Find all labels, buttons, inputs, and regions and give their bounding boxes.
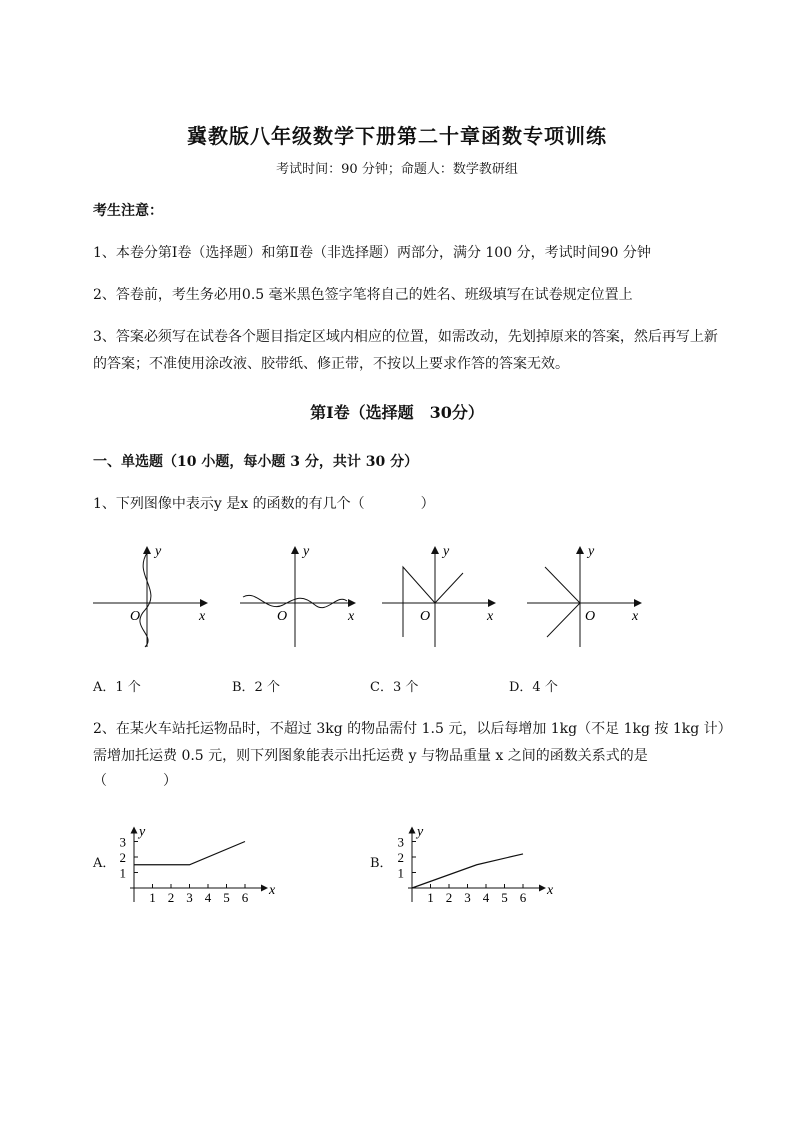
- notice-item-3-cont: 的答案；不准使用涂改液、胶带纸、修正带，不按以上要求作答的答案无效。: [93, 356, 569, 372]
- q2-option-b[interactable]: B．: [370, 856, 393, 871]
- q1-g1-y-label: y: [155, 544, 162, 559]
- x-tick-label: 4: [204, 890, 212, 905]
- q1-g3-x-label: x: [487, 609, 494, 624]
- y-axis-label: y: [417, 824, 424, 840]
- y-tick-label: 1: [119, 865, 126, 881]
- q1-option-d[interactable]: D．4 个: [509, 680, 558, 695]
- q1-graphs: [85, 535, 655, 660]
- q1-option-a[interactable]: A．1 个: [93, 680, 141, 695]
- q2-option-a[interactable]: A．: [93, 856, 116, 871]
- q1-g1-origin: O: [130, 609, 141, 624]
- exam-info: 考试时间：90 分钟；命题人：数学教研组: [276, 162, 518, 177]
- x-tick-label: 3: [186, 890, 193, 905]
- q1-graph-4: [527, 544, 641, 647]
- q1-g1-x-label: x: [199, 609, 206, 624]
- q1-g2-origin: O: [277, 609, 288, 624]
- x-tick-label: 2: [445, 890, 453, 905]
- y-tick-label: 3: [397, 834, 404, 850]
- x-tick-label: 6: [241, 890, 249, 905]
- q1-g2-x-label: x: [348, 609, 355, 624]
- x-axis-label: x: [269, 883, 276, 898]
- q1-stem: 1、下列图像中表示y 是x 的函数的有几个（ ）: [93, 496, 435, 512]
- page-title: 冀教版八年级数学下册第二十章函数专项训练: [187, 124, 607, 148]
- y-axis-label: y: [139, 824, 146, 840]
- q2-chart-a: [110, 812, 276, 912]
- notice-heading: 考生注意：: [93, 203, 163, 219]
- q1-graph-3: [382, 544, 495, 647]
- y-tick-label: 3: [119, 834, 126, 850]
- section-title: 第Ⅰ卷（选择题 30分）: [310, 403, 484, 422]
- x-tick-label: 2: [167, 890, 175, 905]
- q2-chart-b: [388, 812, 554, 912]
- y-tick-label: 2: [397, 850, 404, 865]
- notice-item-2: 2、答卷前，考生务必用0.5 毫米黑色签字笔将自己的姓名、班级填写在试卷规定位置上: [93, 287, 633, 303]
- y-tick-label: 2: [119, 850, 126, 865]
- series-line: [134, 842, 245, 865]
- q1-g4-origin: O: [585, 609, 596, 624]
- q1-option-c[interactable]: C．3 个: [370, 680, 419, 695]
- q1-g4-y-label: y: [588, 544, 595, 559]
- q1-g2-y-label: y: [303, 544, 310, 559]
- x-tick-label: 5: [223, 890, 230, 905]
- x-tick-label: 5: [501, 890, 508, 905]
- q2-stem-line2: 需增加托运费 0.5 元，则下列图象能表示出托运费 y 与物品重量 x 之间的函数关系式的是: [93, 748, 648, 764]
- q1-g3-origin: O: [420, 609, 431, 624]
- q1-graph-2: [240, 544, 355, 647]
- q1-g4-x-label: x: [632, 609, 639, 624]
- series-line: [412, 854, 523, 888]
- x-tick-label: 3: [464, 890, 471, 905]
- q2-stem-line1: 2、在某火车站托运物品时，不超过 3kg 的物品需付 1.5 元，以后每增加 1kg（不足 1kg 按 1kg 计）: [93, 721, 732, 737]
- x-axis-label: x: [547, 883, 554, 898]
- notice-item-3: 3、答案必须写在试卷各个题目指定区域内相应的位置，如需改动，先划掉原来的答案，然后再写上新: [93, 329, 718, 345]
- x-tick-label: 1: [427, 890, 434, 905]
- x-tick-label: 4: [482, 890, 490, 905]
- q1-g3-y-label: y: [443, 544, 450, 559]
- notice-item-1: 1、本卷分第Ⅰ卷（选择题）和第Ⅱ卷（非选择题）两部分，满分 100 分，考试时间90 分钟: [93, 245, 651, 261]
- part-heading: 一、单选题（10 小题，每小题 3 分，共计 30 分）: [93, 454, 419, 470]
- q1-graph-1: [93, 544, 207, 647]
- q2-stem-line3: （ ）: [93, 773, 177, 789]
- x-tick-label: 6: [519, 890, 527, 905]
- x-tick-label: 1: [149, 890, 156, 905]
- q1-option-b[interactable]: B．2 个: [232, 680, 280, 695]
- y-tick-label: 1: [397, 865, 404, 881]
